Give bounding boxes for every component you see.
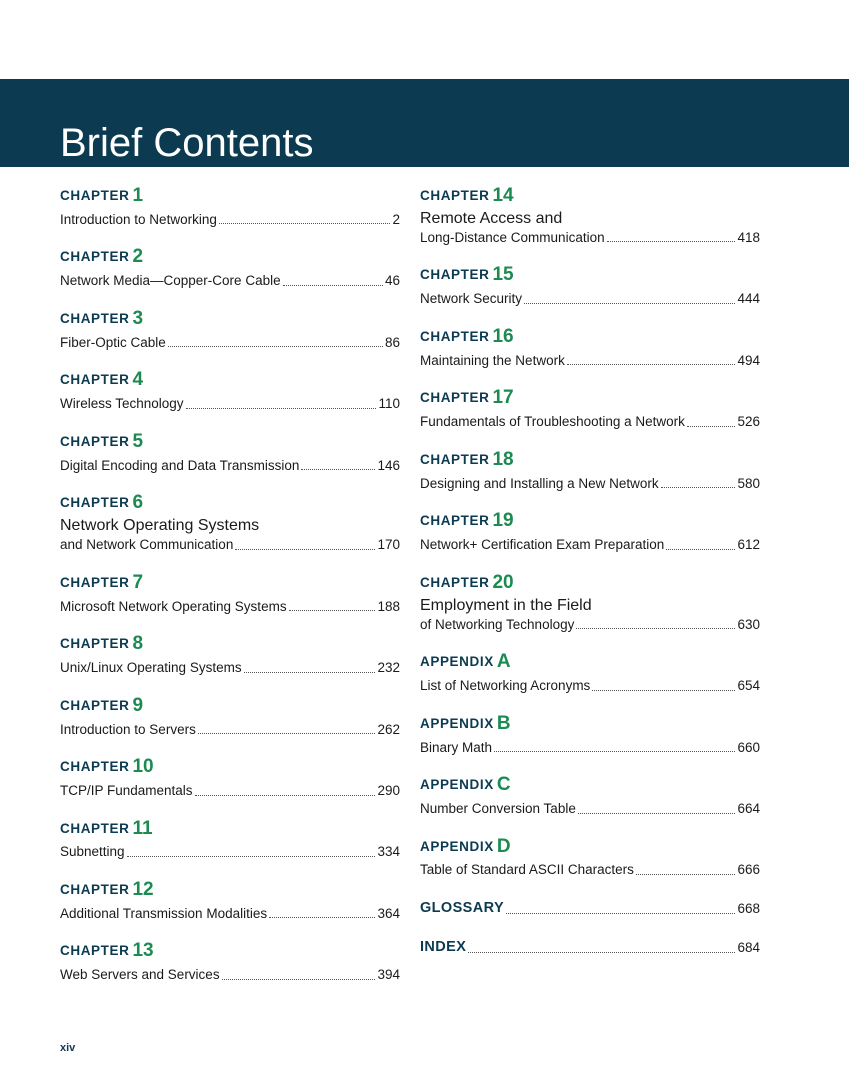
- toc-entry-number: 12: [132, 878, 154, 900]
- toc-entry-number: 11: [132, 817, 153, 839]
- toc-entry-title-row: [60, 535, 400, 555]
- toc-leader-dots: [592, 690, 735, 691]
- toc-entry[interactable]: [420, 714, 760, 757]
- toc-page-number: 364: [377, 905, 400, 921]
- toc-entry-label: [60, 370, 400, 391]
- toc-entry-label-text: CHAPTER: [60, 943, 130, 959]
- toc-entry-label-text: CHAPTER: [60, 697, 130, 713]
- toc-entry-label-text: CHAPTER: [60, 881, 130, 897]
- toc-entry-number: 19: [492, 510, 514, 532]
- toc-entry-title: Designing and Installing a New Network: [420, 475, 659, 491]
- toc-entry-number: 3: [132, 307, 144, 329]
- toc-entry-title-row: [60, 658, 400, 678]
- toc-leader-dots: [235, 549, 375, 550]
- toc-entry[interactable]: [420, 898, 760, 919]
- toc-leader-dots: [289, 610, 376, 611]
- toc-entry-label-text: CHAPTER: [420, 451, 490, 467]
- toc-entry-title: Digital Encoding and Data Transmission: [60, 457, 300, 473]
- toc-page-number: 612: [737, 537, 760, 553]
- toc-entry-number: 20: [492, 571, 514, 593]
- toc-entry-label-text: APPENDIX: [420, 715, 494, 731]
- toc-entry-number: A: [496, 651, 511, 673]
- toc-entry[interactable]: [60, 370, 400, 413]
- toc-leader-dots: [198, 733, 376, 734]
- contents-column-right: [420, 186, 760, 976]
- toc-entry-label-text: CHAPTER: [420, 513, 490, 529]
- toc-entry-label: [420, 388, 760, 409]
- toc-entry-label-text: CHAPTER: [60, 249, 130, 265]
- toc-entry-title: GLOSSARY: [420, 899, 505, 916]
- toc-entry-number: 10: [132, 756, 154, 778]
- toc-entry-title: Network Media—Copper-Core Cable: [60, 273, 281, 289]
- toc-leader-dots: [687, 426, 736, 427]
- toc-entry-label: [60, 493, 400, 514]
- toc-page-number: 334: [377, 844, 400, 860]
- toc-entry-title-row: [420, 535, 760, 555]
- toc-entry-title: Number Conversion Table: [420, 800, 576, 816]
- toc-entry-number: 16: [492, 325, 514, 347]
- toc-entry-number: 15: [492, 264, 514, 286]
- toc-entry-title-row: [60, 210, 400, 230]
- toc-entry-title: Network Security: [420, 291, 523, 307]
- toc-page-number: 46: [384, 273, 400, 289]
- toc-entry-number: B: [496, 712, 511, 734]
- toc-leader-dots: [607, 241, 736, 242]
- toc-entry-label-text: CHAPTER: [60, 372, 130, 388]
- toc-leader-dots: [524, 303, 735, 304]
- toc-leader-dots: [636, 874, 736, 875]
- toc-entry[interactable]: [420, 186, 760, 247]
- toc-entry-title-row: [420, 228, 760, 248]
- toc-leader-dots: [494, 751, 735, 752]
- toc-entry[interactable]: [60, 432, 400, 475]
- toc-entry-number: 9: [132, 694, 144, 716]
- toc-entry-label: [420, 775, 760, 796]
- toc-entry[interactable]: [420, 652, 760, 695]
- toc-entry-title-row: [60, 720, 400, 740]
- toc-entry[interactable]: [420, 511, 760, 554]
- toc-entry[interactable]: [420, 573, 760, 634]
- toc-entry-title: Binary Math: [420, 739, 493, 755]
- toc-entry-label: [60, 247, 400, 268]
- toc-entry-label-text: APPENDIX: [420, 654, 494, 670]
- toc-page-number: 2: [392, 211, 400, 227]
- toc-entry-title-row: [60, 333, 400, 353]
- toc-entry-title-row: [420, 412, 760, 432]
- toc-entry-title: Long-Distance Communication: [420, 229, 605, 245]
- toc-entry-title-row: [420, 351, 760, 371]
- toc-entry-title: INDEX: [420, 939, 467, 955]
- toc-entry-label: [420, 186, 760, 207]
- toc-leader-dots: [301, 469, 375, 470]
- toc-entry[interactable]: [420, 937, 760, 958]
- toc-page-number: 580: [737, 475, 760, 491]
- toc-entry-label: [60, 186, 400, 207]
- toc-leader-dots: [186, 408, 377, 409]
- toc-entry-number: 1: [132, 185, 144, 206]
- toc-leader-dots: [661, 487, 736, 488]
- toc-entry-number: 2: [132, 246, 144, 268]
- toc-entry-label: [60, 757, 400, 778]
- toc-leader-dots: [222, 979, 376, 980]
- toc-entry-title-row: [60, 842, 400, 862]
- toc-entry[interactable]: [60, 819, 400, 862]
- contents-column-left: [60, 186, 400, 1003]
- toc-entry-number: 5: [132, 430, 144, 452]
- page-folio: xiv: [60, 1042, 76, 1054]
- toc-entry-number: 18: [492, 448, 514, 470]
- toc-entry-title: Fiber-Optic Cable: [60, 334, 166, 350]
- toc-leader-dots: [567, 364, 736, 365]
- toc-entry-label: [60, 819, 400, 840]
- toc-entry-title: Introduction to Servers: [60, 721, 196, 737]
- toc-leader-dots: [244, 672, 376, 673]
- toc-entry-label: [420, 714, 760, 735]
- toc-entry-label-text: APPENDIX: [420, 777, 494, 793]
- toc-entry-number: 4: [132, 369, 144, 391]
- toc-page-number: 444: [737, 291, 760, 307]
- toc-entry-title: of Networking Technology: [420, 616, 575, 632]
- toc-entry[interactable]: [60, 573, 400, 616]
- toc-entry-label-text: CHAPTER: [60, 574, 130, 590]
- toc-leader-dots: [219, 223, 391, 224]
- toc-entry-title: Introduction to Networking: [60, 211, 217, 227]
- toc-entry-number: 17: [492, 387, 514, 409]
- toc-page-number: 684: [737, 940, 760, 956]
- toc-page-number: 666: [737, 862, 760, 878]
- toc-entry-label-text: CHAPTER: [420, 574, 490, 590]
- toc-entry-title-row: [420, 860, 760, 880]
- toc-page-number: 526: [737, 414, 760, 430]
- toc-page-number: 494: [737, 352, 760, 368]
- toc-leader-dots: [283, 285, 383, 286]
- toc-page-number: 188: [377, 598, 400, 614]
- toc-entry-title-row: [420, 937, 760, 958]
- toc-entry-number: 8: [132, 633, 144, 655]
- toc-entry-title-row: [420, 898, 760, 919]
- toc-entry-number: D: [496, 835, 511, 857]
- toc-entry-title: Network+ Certification Exam Preparation: [420, 537, 665, 553]
- toc-entry-title: Web Servers and Services: [60, 967, 220, 983]
- toc-page-number: 418: [737, 229, 760, 245]
- toc-entry-label: [420, 450, 760, 471]
- toc-page-number: 668: [737, 901, 760, 917]
- toc-page-number: 146: [377, 457, 400, 473]
- toc-entry-title-row: [420, 799, 760, 819]
- toc-entry-title-row: [60, 394, 400, 414]
- toc-entry-title: and Network Communication: [60, 537, 234, 553]
- toc-entry[interactable]: [420, 388, 760, 431]
- toc-entry-title-row: [60, 781, 400, 801]
- toc-entry[interactable]: [420, 450, 760, 493]
- toc-entry-label-text: CHAPTER: [420, 390, 490, 406]
- toc-entry[interactable]: [420, 265, 760, 308]
- toc-entry-label: [420, 652, 760, 673]
- toc-entry-label-text: APPENDIX: [420, 838, 494, 854]
- toc-page-number: 654: [737, 678, 760, 694]
- toc-page-number: 86: [384, 334, 400, 350]
- toc-entry-title-row: [420, 738, 760, 758]
- toc-entry-title: Wireless Technology: [60, 396, 184, 412]
- toc-entry-label: [420, 837, 760, 858]
- toc-entry-title-line1: Remote Access and: [420, 209, 563, 227]
- toc-entry-label: [60, 573, 400, 594]
- toc-entry-title-row: [60, 271, 400, 291]
- toc-entry-label-text: CHAPTER: [420, 188, 490, 203]
- toc-entry-title-row: [60, 965, 400, 985]
- toc-leader-dots: [195, 795, 376, 796]
- toc-page-number: 630: [737, 616, 760, 632]
- toc-entry-number: 6: [132, 492, 144, 514]
- toc-entry-number: C: [496, 774, 511, 796]
- toc-entry-title-line1: Employment in the Field: [420, 596, 592, 614]
- toc-entry-title-row: [420, 615, 760, 635]
- toc-entry-label: [60, 880, 400, 901]
- toc-entry-label: [420, 265, 760, 286]
- toc-entry-label: [60, 634, 400, 655]
- toc-entry-title: Additional Transmission Modalities: [60, 905, 268, 921]
- toc-entry-label-text: CHAPTER: [420, 328, 490, 344]
- toc-entry-label-text: CHAPTER: [420, 267, 490, 283]
- toc-entry-title-row: [420, 676, 760, 696]
- toc-entry-title: Table of Standard ASCII Characters: [420, 862, 634, 878]
- toc-entry[interactable]: [60, 247, 400, 290]
- toc-entry-title-row: [60, 456, 400, 476]
- toc-leader-dots: [666, 549, 735, 550]
- toc-entry-title-row: [60, 597, 400, 617]
- toc-entry[interactable]: [420, 775, 760, 818]
- toc-entry-label-text: CHAPTER: [60, 820, 130, 836]
- toc-entry-label: [60, 309, 400, 330]
- toc-entry-title: Fundamentals of Troubleshooting a Network: [420, 414, 685, 430]
- toc-entry-title-line1: Network Operating Systems: [60, 517, 260, 535]
- toc-entry-title-row: [60, 904, 400, 924]
- toc-leader-dots: [168, 346, 383, 347]
- toc-entry-title-row: [420, 474, 760, 494]
- toc-entry-title: Unix/Linux Operating Systems: [60, 660, 242, 676]
- toc-entry-title: Subnetting: [60, 844, 125, 860]
- toc-entry-label: [420, 573, 760, 594]
- toc-page-number: 262: [377, 721, 400, 737]
- toc-entry[interactable]: [60, 634, 400, 677]
- toc-entry[interactable]: [60, 696, 400, 739]
- toc-entry-title: TCP/IP Fundamentals: [60, 782, 193, 798]
- toc-entry[interactable]: [60, 880, 400, 923]
- toc-entry-label-text: CHAPTER: [60, 636, 130, 652]
- toc-entry[interactable]: [60, 493, 400, 554]
- toc-entry-label: [60, 432, 400, 453]
- toc-entry[interactable]: [60, 309, 400, 352]
- toc-entry-number: 14: [492, 185, 514, 206]
- toc-entry[interactable]: [420, 327, 760, 370]
- toc-leader-dots: [468, 952, 735, 953]
- toc-entry-title: Maintaining the Network: [420, 352, 565, 368]
- page-title: Brief Contents: [60, 120, 314, 165]
- toc-entry-title: List of Networking Acronyms: [420, 678, 591, 694]
- toc-leader-dots: [576, 628, 735, 629]
- toc-entry[interactable]: [60, 757, 400, 800]
- toc-entry-label-text: CHAPTER: [60, 759, 130, 775]
- toc-page-number: 660: [737, 739, 760, 755]
- toc-leader-dots: [269, 917, 375, 918]
- toc-page-number: 664: [737, 800, 760, 816]
- toc-entry-label-text: CHAPTER: [60, 310, 130, 326]
- toc-entry-label: [420, 327, 760, 348]
- toc-entry[interactable]: [60, 941, 400, 984]
- toc-leader-dots: [127, 856, 376, 857]
- toc-page-number: 170: [377, 537, 400, 553]
- toc-entry[interactable]: [60, 186, 400, 229]
- toc-entry-number: 7: [132, 571, 144, 593]
- toc-entry-label: [60, 696, 400, 717]
- toc-page-number: 290: [377, 782, 400, 798]
- toc-page-number: 232: [377, 660, 400, 676]
- toc-leader-dots: [506, 913, 735, 914]
- toc-entry-title-row: [420, 289, 760, 309]
- toc-entry-label-text: CHAPTER: [60, 433, 130, 449]
- toc-page-number: 110: [378, 396, 400, 412]
- toc-entry-title: Microsoft Network Operating Systems: [60, 598, 287, 614]
- toc-entry-label: [60, 941, 400, 962]
- toc-leader-dots: [578, 813, 736, 814]
- toc-entry-label-text: CHAPTER: [60, 495, 130, 511]
- toc-entry-label: [420, 511, 760, 532]
- toc-entry[interactable]: [420, 837, 760, 880]
- toc-entry-label-text: CHAPTER: [60, 188, 130, 203]
- toc-page-number: 394: [377, 967, 400, 983]
- toc-entry-number: 13: [132, 940, 154, 962]
